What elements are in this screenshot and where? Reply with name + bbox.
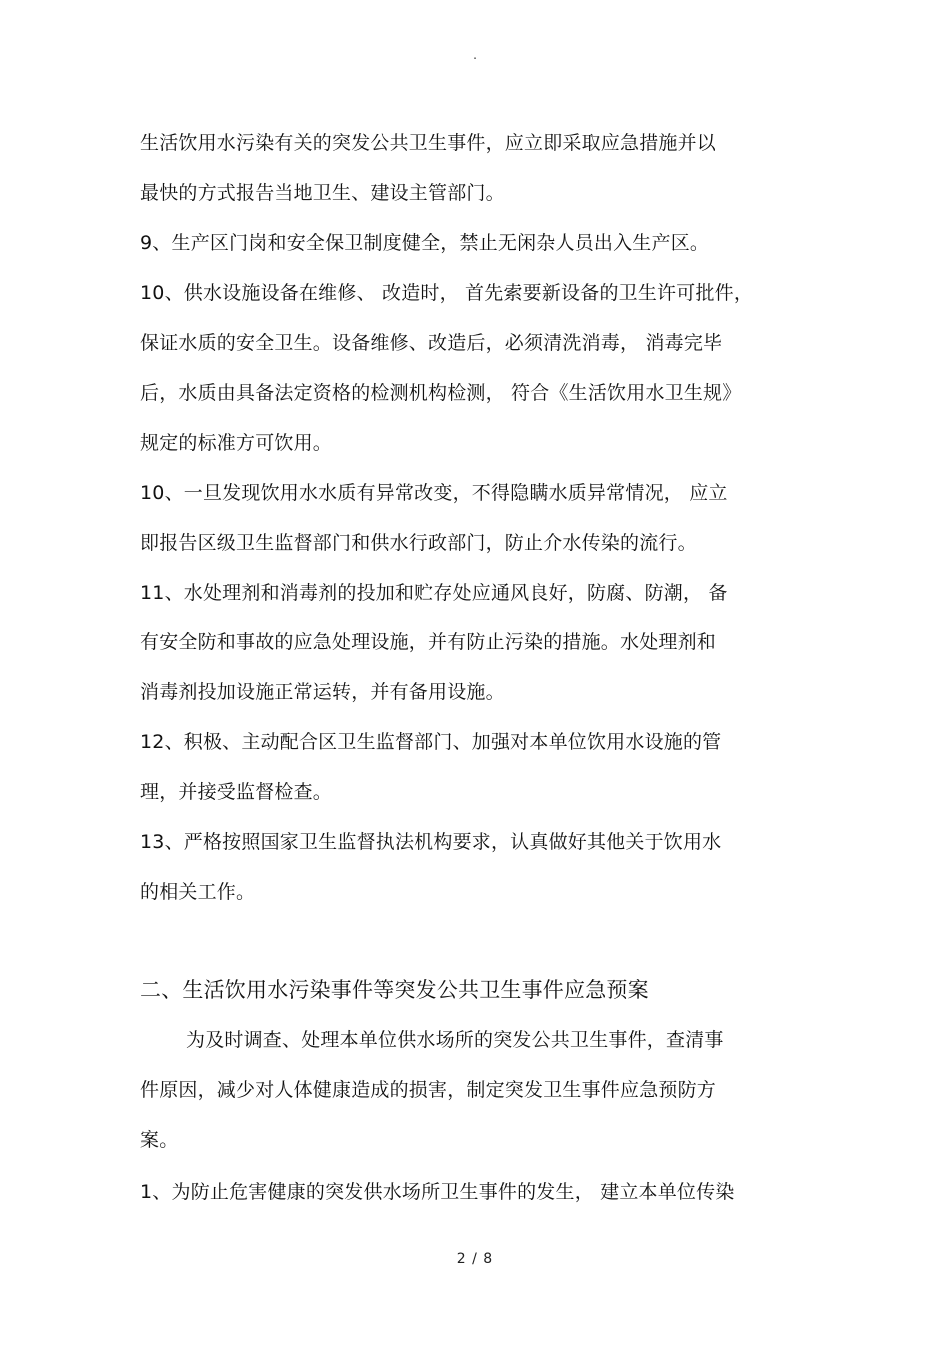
text-line: 1、为防止危害健康的突发供水场所卫生事件的发生， 建立本单位传染 — [140, 1181, 735, 1203]
text-line: 11、水处理剂和消毒剂的投加和贮存处应通风良好，防腐、防潮， 备 — [140, 582, 728, 604]
text-line: 保证水质的安全卫生。设备维修、改造后，必须清洗消毒， 消毒完毕 — [140, 332, 723, 354]
text-line: 的相关工作。 — [140, 881, 256, 903]
text-line: 后，水质由具备法定资格的检测机构检测， 符合《生活饮用水卫生规》 — [140, 382, 742, 404]
text-line: 即报告区级卫生监督部门和供水行政部门，防止介水传染的流行。 — [140, 532, 697, 554]
text-line: 有安全防和事故的应急处理设施，并有防止污染的措施。水处理剂和 — [140, 631, 717, 653]
text-line: 12、积极、主动配合区卫生监督部门、加强对本单位饮用水设施的管 — [140, 731, 722, 753]
text-line: 消毒剂投加设施正常运转，并有备用设施。 — [140, 681, 505, 703]
text-line: 最快的方式报告当地卫生、建设主管部门。 — [140, 182, 505, 204]
text-line: 10、一旦发现饮用水水质有异常改变，不得隐瞒水质异常情况， 应立 — [140, 482, 728, 504]
page-number: 2 / 8 — [456, 1251, 494, 1267]
text-line: 件原因，减少对人体健康造成的损害，制定突发卫生事件应急预防方 — [140, 1079, 717, 1101]
header-mark: . — [473, 48, 477, 62]
text-line: 10、供水设施设备在维修、 改造时， 首先索要新设备的卫生许可批件， — [140, 282, 754, 304]
text-line: 生活饮用水污染有关的突发公共卫生事件，应立即采取应急措施并以 — [140, 132, 717, 154]
text-line: 理，并接受监督检查。 — [140, 781, 333, 803]
section-heading: 二、生活饮用水污染事件等突发公共卫生事件应急预案 — [140, 978, 649, 1002]
text-line: 13、严格按照国家卫生监督执法机构要求，认真做好其他关于饮用水 — [140, 831, 722, 853]
text-line: 为及时调查、处理本单位供水场所的突发公共卫生事件，查清事 — [186, 1029, 724, 1051]
text-line: 规定的标准方可饮用。 — [140, 432, 333, 454]
text-line: 案。 — [140, 1129, 179, 1151]
text-line: 9、生产区门岗和安全保卫制度健全，禁止无闲杂人员出入生产区。 — [140, 232, 710, 254]
